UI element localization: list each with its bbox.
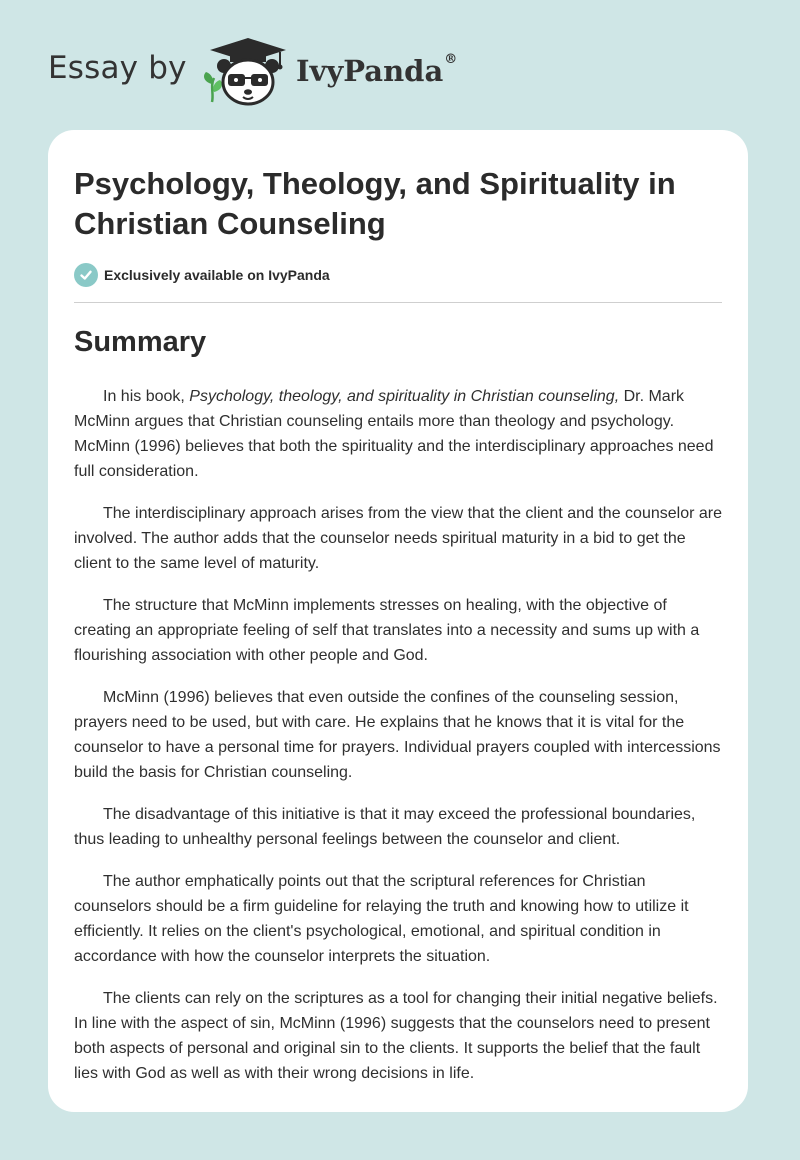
divider [74,302,722,303]
check-circle-icon [74,263,98,287]
paragraph: The clients can rely on the scriptures as a tool for changing their initial negative beliefs. In line with the aspect of sin, McMinn (1996) suggests that the counselors need to present both aspects of personal and original sin to the clients. It supports the belief that the fault lies with God as well as with their wrong decisions in life. [74,990,718,1082]
paragraph-text: Dr. Mark McMinn argues that Christian counseling entails more than theology and psychology. McMinn (1996) believes that both the spirituality and the interdisciplinary approaches need full consideration. [74,388,714,480]
paragraph: The structure that McMinn implements stresses on healing, with the objective of creating an appropriate feeling of self that translates into a necessity and sums up with a flourishing association with other people and God. [74,597,700,664]
essay-by-label: Essay by [48,50,187,86]
paragraph-text: In his book, [103,388,190,405]
registered-mark: ® [444,52,458,67]
paragraph: The disadvantage of this initiative is that it may exceed the professional boundaries, thus leading to unhealthy personal feelings between the counselor and client. [74,806,696,848]
book-title: Psychology, theology, and spirituality in Christian counseling, [189,388,620,405]
paragraph: The author emphatically points out that the scriptural references for Christian counselors should be a firm guideline for relaying the truth and knowing how to utilize it efficiently. It relies on the client's psychological, emotional, and spiritual condition in accordance with how the counselor interprets the situation. [74,873,689,965]
brand-logo-text[interactable] [296,54,457,88]
essay-body [74,384,724,1103]
paragraph: The interdisciplinary approach arises from the view that the client and the counselor are involved. The author adds that the counselor needs spiritual maturity in a bid to get the client to the same level of maturity. [74,505,722,572]
exclusive-label: Exclusively available on IvyPanda [104,267,330,283]
paragraph [74,384,724,484]
page-title: Psychology, Theology, and Spirituality in Christian Counseling [74,166,676,241]
exclusive-badge [74,262,330,288]
paragraph: McMinn (1996) believes that even outside the confines of the counseling session, prayers need to be used, but with care. He explains that he knows that it is vital for the counselor to have a personal time for prayers. Individual prayers coupled with intercessions build the basis for Christian counseling. [74,689,721,781]
brand-name: IvyPanda [296,54,444,88]
site-header [0,0,800,130]
panda-graduate-icon[interactable] [200,36,294,108]
section-title-summary: Summary [74,326,207,358]
essay-card [48,130,748,1112]
